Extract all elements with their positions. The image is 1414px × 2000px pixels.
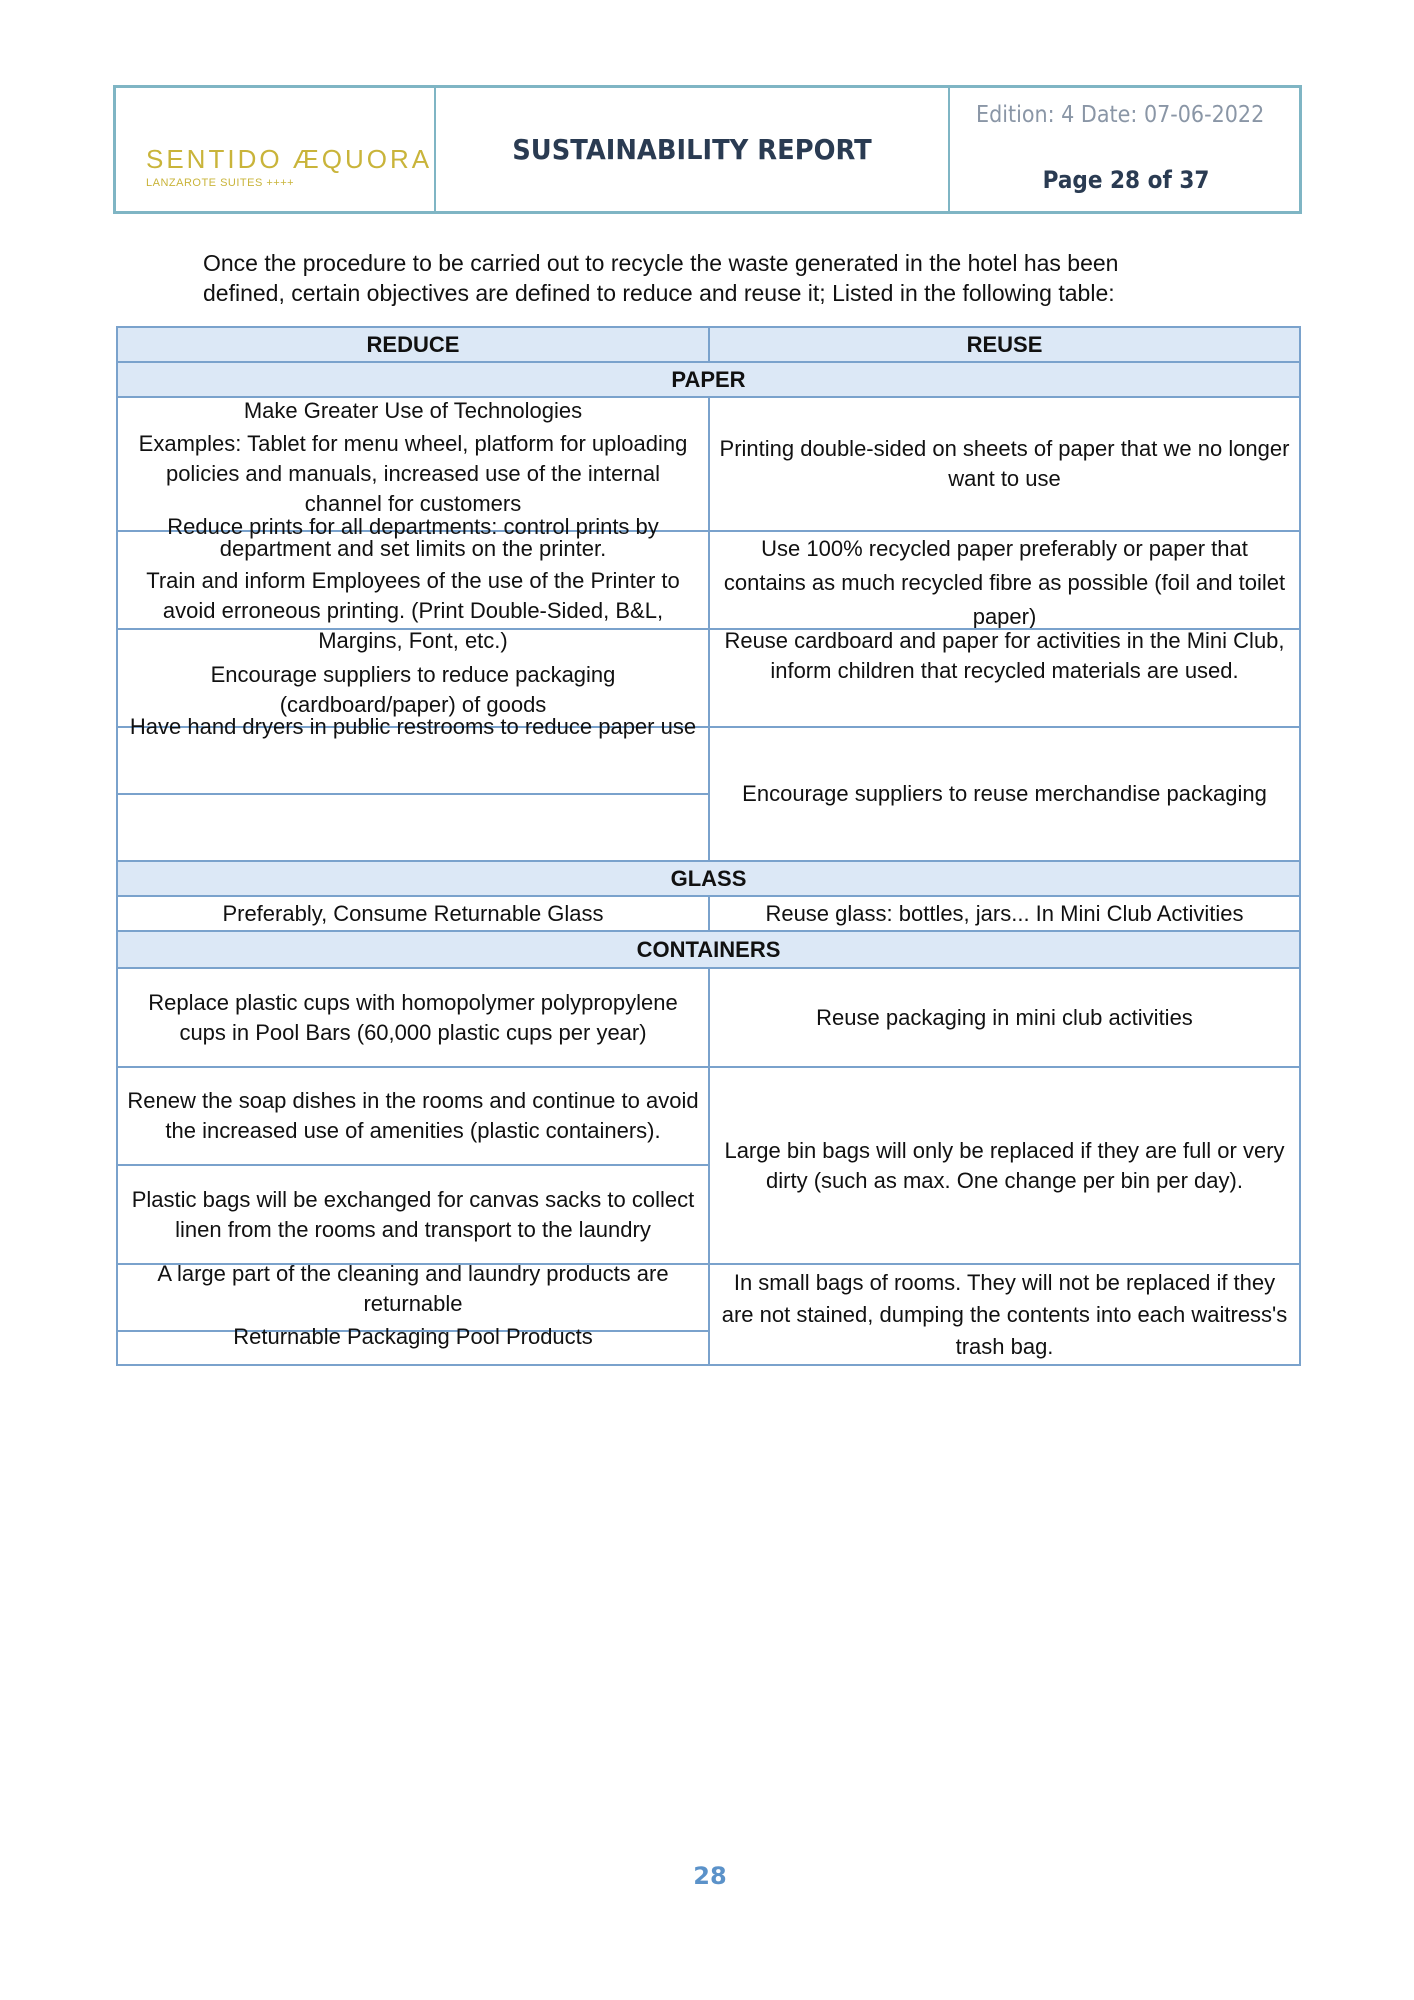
table-cell-reduce: Renew the soap dishes in the rooms and continue to avoid the increased use of amenities (plastic containers). — [116, 1066, 710, 1166]
edition-date: Edition: 4 Date: 07-06-2022 — [976, 102, 1265, 128]
table-cell-reuse: Encourage suppliers to reuse merchandise packaging — [708, 726, 1301, 862]
table-cell-reduce: Plastic bags will be exchanged for canvas sacks to collect linen from the rooms and transport to the laundry — [116, 1164, 710, 1265]
company-logo — [146, 144, 433, 189]
table-cell-reuse: Use 100% recycled paper preferably or paper that contains as much recycled fibre as possible (foil and toilet paper) — [708, 530, 1301, 630]
column-header-reduce: REDUCE — [116, 326, 710, 363]
header-divider — [948, 88, 950, 211]
section-header-glass: GLASS — [116, 860, 1301, 897]
report-title: SUSTAINABILITY REPORT — [512, 133, 872, 166]
column-header-reuse: REUSE — [708, 326, 1301, 363]
intro-paragraph: Once the procedure to be carried out to recycle the waste generated in the hotel has been defined, certain objectives are defined to reduce and reuse it; Listed in the following table: — [203, 250, 1119, 306]
document-header — [113, 85, 1302, 214]
header-divider — [434, 88, 436, 211]
table-cell-reuse: Reuse packaging in mini club activities — [708, 967, 1301, 1068]
table-cell-reduce: Make Greater Use of Technologies Examples: Tablet for menu wheel, platform for uploading policies and manuals, increased use of the internal channel for customers — [116, 396, 710, 532]
table-cell-reduce: Encourage suppliers to reduce packaging (cardboard/paper) of goods — [116, 628, 710, 728]
table-cell-reduce: Reduce prints for all departments: control prints by department and set limits on the printer. Train and inform Employees of the use of the Printer to avoid erroneous printing. (Print Double-Sided, B&L, Margins, Font, etc.) — [116, 530, 710, 630]
table-cell-reduce: Preferably, Consume Returnable Glass — [116, 895, 710, 932]
table-cell-reduce: Returnable Packaging Pool Products — [116, 1330, 710, 1366]
table-cell-reuse: In small bags of rooms. They will not be replaced if they are not stained, dumping the contents into each waitress's trash bag. — [708, 1263, 1301, 1366]
logo-name: SENTIDO ÆQUORA — [146, 144, 433, 174]
table-cell-reuse: Reuse glass: bottles, jars... In Mini Club Activities — [708, 895, 1301, 932]
table-cell-reduce: Have hand dryers in public restrooms to reduce paper use — [116, 726, 710, 795]
section-header-containers: CONTAINERS — [116, 930, 1301, 969]
page-count: Page 28 of 37 — [1042, 166, 1210, 194]
table-cell-reuse: Large bin bags will only be replaced if they are full or very dirty (such as max. One change per bin per day). — [708, 1066, 1301, 1265]
table-cell-reuse: Reuse cardboard and paper for activities in the Mini Club, inform children that recycled materials are used. — [708, 628, 1301, 728]
section-header-paper: PAPER — [116, 361, 1301, 398]
table-cell-reuse: Printing double-sided on sheets of paper that we no longer want to use — [708, 396, 1301, 532]
logo-subtitle: LANZAROTE SUITES ++++ — [146, 177, 295, 189]
table-cell-reduce-empty — [116, 793, 710, 862]
footer-page-number: 28 — [693, 1862, 727, 1890]
table-cell-reduce: A large part of the cleaning and laundry products are returnable — [116, 1263, 710, 1332]
table-cell-reduce: Replace plastic cups with homopolymer polypropylene cups in Pool Bars (60,000 plastic cups per year) — [116, 967, 710, 1068]
reduce-reuse-table — [116, 326, 1301, 1364]
